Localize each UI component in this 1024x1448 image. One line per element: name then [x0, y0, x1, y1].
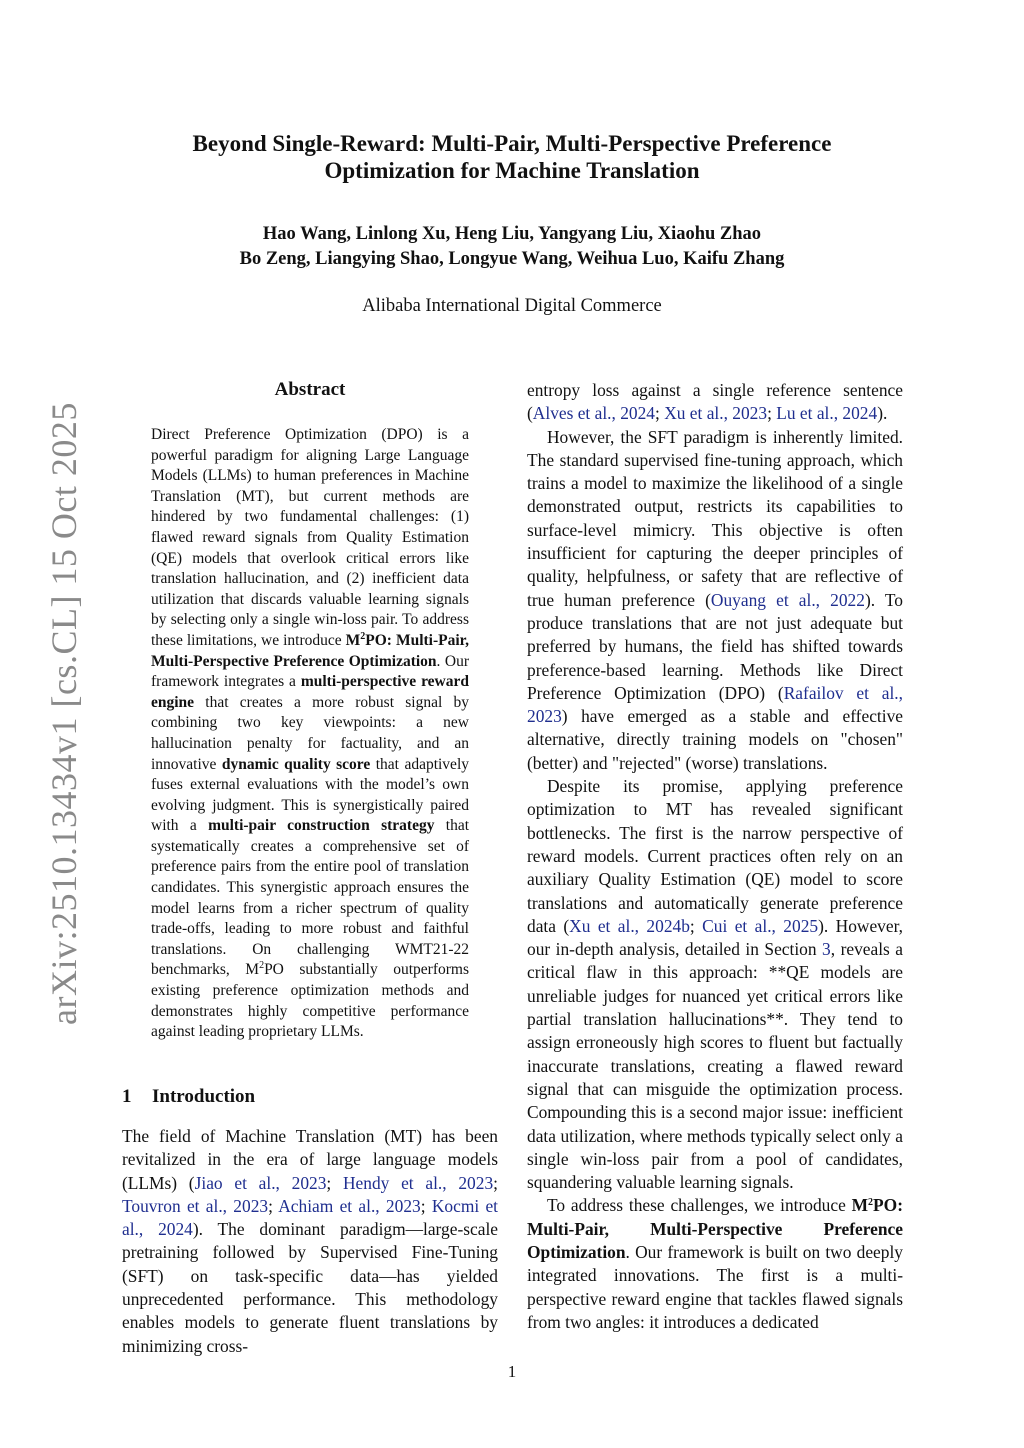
title-line-2: Optimization for Machine Translation	[324, 158, 700, 183]
section-title: Introduction	[152, 1086, 256, 1107]
abstract-emphasis: dynamic quality score	[221, 755, 371, 773]
abstract-emphasis: multi-perspective reward engine	[151, 673, 469, 711]
section-heading	[122, 1085, 255, 1109]
citation-link[interactable]: Hendy et al., 2023	[342, 1172, 494, 1193]
paragraph: Despite its promise, applying preference optimization to MT has revealed significant bottlenecks. The first is the narrow perspective of reward models. Current practices often rely on an auxiliary Quality Estimation (QE) model to score translations and automatically generate preference data (Xu et al., 2024b; Cui et al., 2025). However, our in-depth analysis, detailed in Section 3, reveals a critical flaw in this approach: **QE models are unreliable judges for nuanced yet critical errors like partial translation hallucinations**. They tend to assign erroneously high scores to fluent but factually inaccurate translations, creating a flawed reward signal that can misguide the optimization process. Compounding this is a second major issue: inefficient data utilization, where methods typically select only a single win-loss pair from a pool of candidates, squandering valuable learning signals.	[527, 776, 904, 1193]
arxiv-identifier: arXiv:2510.13434v1 [cs.CL] 15 Oct 2025	[44, 402, 84, 1025]
abstract-body: Direct Preference Optimization (DPO) is a powerful paradigm for aligning Large Language Models (LLMs) to human preferences in Machine Translation (MT), but current methods are hindered by two fundamental challenges: (1) flawed reward signals from Quality Estimation (QE) models that overlook critical errors like translation hallucination, and (2) inefficient data utilization that discards valuable learning signals by selecting only a single win-loss pair. To address these limitations, we introduce $M^2PO$: Multi-Pair, Multi-Perspective Preference Optimization. Our framework integrates a multi-perspective reward engine that creates a more robust signal by combining two key viewpoints: a new hallucination penalty for factuality, and an innovative dynamic quality score that adaptively fuses external evaluations with the model’s own evolving judgment. This is synergistically paired with a multi-pair construction strategy that systematically creates a comprehensive set of preference pairs from the entire pool of translation candidates. This synergistic approach ensures the model learns from a richer spectrum of quality trade-offs, leading to more robust and faithful translations. On challenging WMT21-22 benchmarks, $M^2PO$ substantially outperforms existing preference optimization methods and demonstrates highly competitive performance against leading proprietary LLMs.	[151, 426, 470, 1041]
citation-link[interactable]: Achiam et al., 2023	[278, 1195, 421, 1216]
affiliation: Alibaba International Digital Commerce	[362, 296, 662, 316]
intro-right-column	[527, 379, 903, 1334]
citation-link[interactable]: Alves et al., 2024	[532, 403, 655, 424]
citation-link[interactable]: Ouyang et al., 2022	[710, 589, 865, 610]
citation-link[interactable]: Xu et al., 2024b	[569, 915, 690, 936]
title-line-1: Beyond Single-Reward: Multi-Pair, Multi-Perspective Preference	[192, 131, 832, 156]
abstract-text: that adaptively fuses external evaluations with the model’s own evolving judgment. This is synergistically paired with a	[151, 755, 469, 835]
method-name: $M^2PO$: Multi-Pair, Multi-Perspective Preference Optimization	[151, 630, 469, 670]
abstract-heading: Abstract	[274, 379, 346, 400]
citation-link[interactable]: Rafailov et al., 2023	[527, 682, 904, 727]
intro-left-column: The field of Machine Translation (MT) has been revitalized in the era of large language models (LLMs) (Jiao et al., 2023; Hendy et al., 2023; Touvron et al., 2023; Achiam et al., 2023; Kocmi et al., 2024). The dominant paradigm—large-scale pretraining followed by Supervised Fine-Tuning (SFT) on task-specific data—has yielded unprecedented performance. This methodology enables models to generate fluent translations by minimizing cross-	[122, 1126, 499, 1356]
citation-link[interactable]: Kocmi et al., 2024	[122, 1195, 499, 1240]
paper-title	[120, 130, 904, 184]
citation-link[interactable]: Xu et al., 2023	[664, 403, 768, 424]
paragraph: However, the SFT paradigm is inherently limited. The standard supervised fine-tuning approach, which trains a model to maximize the likelihood of a single demonstrated output, restricts its capabilities to surface-level mimicry. This objective is often insufficient for capturing the deeper principles of quality, helpfulness, or safety that are reflective of true human preference (Ouyang et al., 2022). To produce translations that are not just adequate but preferred by humans, the field has shifted towards preference-based learning. Methods like Direct Preference Optimization (DPO) (Rafailov et al., 2023) have emerged as a stable and effective alternative, directly training models on "chosen" (better) and "rejected" (worse) translations.	[527, 426, 904, 773]
abstract-text: that creates a more robust signal by combining two key viewpoints: a new hallucination penalty for factuality, and an innovative	[151, 693, 469, 773]
citation-link[interactable]: Lu et al., 2024	[776, 403, 878, 424]
paragraph: To address these challenges, we introduce $M^2PO$: Multi-Pair, Multi-Perspective Preference Optimization. Our framework is built on two deeply integrated innovations. The first is a multi-perspective reward engine that tackles flawed signals from two angles: it introduces a dedicated	[527, 1195, 903, 1332]
abstract-text: that systematically creates a comprehensive set of preference pairs from the entire pool of translation candidates. This synergistic approach ensures the model learns from a richer spectrum of quality trade-offs, leading to more robust and faithful translations. On challenging WMT21-22 benchmarks, M	[151, 817, 470, 979]
citation-link[interactable]: Cui et al., 2025	[702, 915, 819, 936]
authors-line-2: Bo Zeng, Liangying Shao, Longyue Wang, Weihua Luo, Kaifu Zhang	[239, 249, 785, 269]
method-name: $M^2PO$: Multi-Pair, Multi-Perspective Preference Optimization	[527, 1195, 903, 1262]
section-reference-link[interactable]: 3	[822, 939, 831, 960]
author-list	[120, 222, 904, 272]
citation-link[interactable]: Touvron et al., 2023	[122, 1195, 269, 1216]
page-number: 1	[507, 1362, 517, 1381]
paragraph: entropy loss against a single reference sentence (Alves et al., 2024; Xu et al., 2023; Lu et al., 2024).	[527, 380, 903, 424]
abstract-emphasis: multi-pair construction strategy	[208, 817, 435, 835]
section-number: 1	[122, 1086, 132, 1107]
citation-link[interactable]: Jiao et al., 2023	[194, 1172, 327, 1193]
authors-line-1: Hao Wang, Linlong Xu, Heng Liu, Yangyang Liu, Xiaohu Zhao	[262, 224, 762, 244]
abstract-text: Direct Preference Optimization (DPO) is a powerful paradigm for aligning Large Language Models (LLMs) to human preferences in Machine Translation (MT), but current methods are hindered by two fundamental challenges: (1) flawed reward signals from Quality Estimation (QE) models that overlook critical errors like translation hallucination, and (2) inefficient data utilization that discards valuable learning signals by selecting only a single win-loss pair. To address these limitations, we introduce	[151, 426, 469, 649]
abstract-text: . Our framework integrates a	[151, 652, 469, 691]
abstract-text: PO substantially outperforms existing preference optimization methods and demonstrates highly competitive performance against leading proprietary LLMs.	[151, 961, 470, 1041]
